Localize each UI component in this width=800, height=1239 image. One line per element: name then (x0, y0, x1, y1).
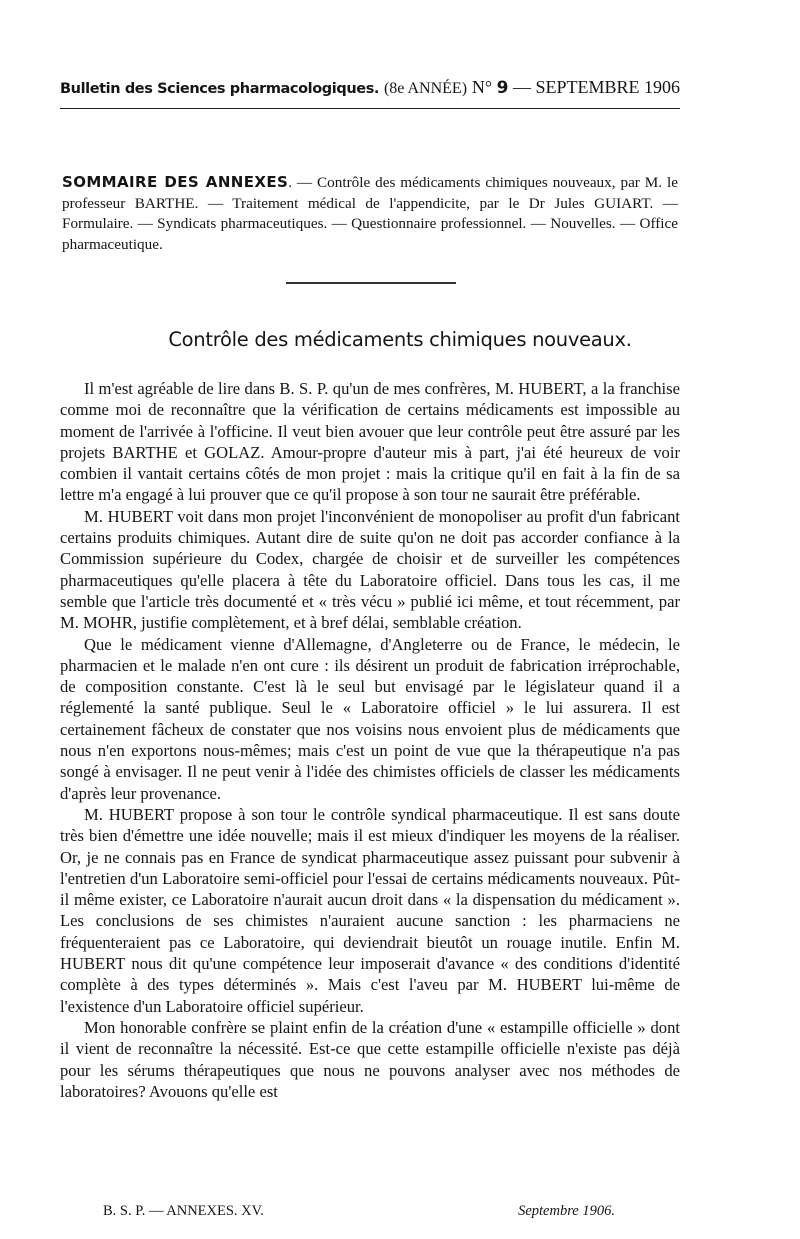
issue-date: — SEPTEMBRE 1906 (512, 77, 680, 97)
section-divider (286, 282, 456, 284)
volume-year: (8e ANNÉE) (383, 80, 468, 97)
paragraph: Que le médicament vienne d'Allemagne, d'Angleterre ou de France, le médecin, le pharmacien et le malade n'en ont cure : ils désirent un produit de fabrication irréprochable, de composition constante. C'est là le seul but envisagé par le législateur quand il a réglementé la santé publique. Seul le « Laboratoire officiel » le lui assurera. Il est certainement fâcheux de constater que nos voisins nous envoient plus de médicaments que nous n'en exportons nous-mêmes; mais c'est un point de vue que la thérapeutique n'a pas songé à envisager. Il ne peut venir à l'idée des chimistes officiels de classer les médicaments d'après leur provenance. (60, 634, 680, 803)
paragraph: Mon honorable confrère se plaint enfin de la création d'une « estampille officielle » dont il vient de reconnaître la nécessité. Est-ce que cette estampille officielle n'existe pas déjà pour les sérums thérapeutiques que nous ne pouvons analyser avec nos méthodes de laboratoires? Avouons qu'elle est (60, 1017, 680, 1101)
paragraph: Il m'est agréable de lire dans B. S. P. qu'un de mes confrères, M. HUBERT, a la franchise comme moi de reconnaître que la vérification de certains médicaments est impossible au moment de l'arrivée à l'officine. Il veut bien avouer que leur contrôle peut être assuré par les projets BARTHE et GOLAZ. Amour-propre d'auteur mis à part, j'ai été heureux de voir combien il vantait certains côtés de mon projet : mais la critique qu'il en fait à la fin de sa lettre m'a engagé à lui prouver que ce qu'il propose à son tour ne saurait être préférable. (60, 379, 680, 505)
page-footer (103, 1203, 615, 1220)
paragraph: M. HUBERT voit dans mon projet l'inconvénient de monopoliser au profit d'un fabricant certains produits chimiques. Autant dire de suite qu'on ne doit pas accorder confiance à la Commission supérieure du Codex, chargée de choisir et de surveiller les compétences pharmaceutiques qu'elle placera à tête du Laboratoire officiel. Dans tous les cas, il me semble que l'article très documenté et « très vécu » publié ici même, et tout récemment, par M. MOHR, justifie complètement, et à bref délai, semblable création. (60, 506, 680, 633)
issue-number: 9 (496, 78, 509, 98)
summary-label: SOMMAIRE DES ANNEXES (62, 173, 289, 191)
issue-info (472, 77, 680, 98)
journal-title: Bulletin des Sciences pharmacologiques. (60, 81, 380, 97)
issue-number-prefix: N° (471, 77, 493, 97)
summary-block (62, 172, 678, 255)
article-title: Contrôle des médicaments chimiques nouveaux. (168, 328, 632, 351)
footer-date: Septembre 1906. (518, 1203, 615, 1219)
article-body (60, 378, 680, 1102)
header-rule (60, 108, 680, 109)
summary-text: . — Contrôle des médicaments chimiques nouveaux, par M. le professeur BARTHE. — Traitement médical de l'appendicite, par le Dr Jules GUIART. — Formulaire. — Syndicats pharmaceutiques. — Questionnaire professionnel. — Nouvelles. — Office pharmaceutique. (62, 174, 678, 253)
paragraph: M. HUBERT propose à son tour le contrôle syndical pharmaceutique. Il est sans doute très bien d'émettre une idée nouvelle; mais il est mieux d'indiquer les moyens de la réaliser. Or, je ne connais pas en France de syndicat pharmaceutique assez puissant pour subvenir à l'entretien d'un Laboratoire semi-officiel pour l'essai de certains médicaments nouveaux. Pût-il même exister, ce Laboratoire n'aurait aucun droit dans « la dispensation du médicament ». Les conclusions de ses chimistes n'auraient aucune sanction : les pharmaciens ne fréquenteraient pas ce Laboratoire, qui deviendrait bieutôt un rouage inutile. Enfin M. HUBERT nous dit qu'une compétence leur imposerait d'avance « des conditions d'identité complète à des types déterminés ». Mais c'est l'aveu par M. HUBERT lui-même de l'existence d'un Laboratoire officiel supérieur. (60, 804, 680, 1016)
running-header (60, 77, 680, 98)
footer-reference: B. S. P. — ANNEXES. XV. (103, 1203, 264, 1219)
